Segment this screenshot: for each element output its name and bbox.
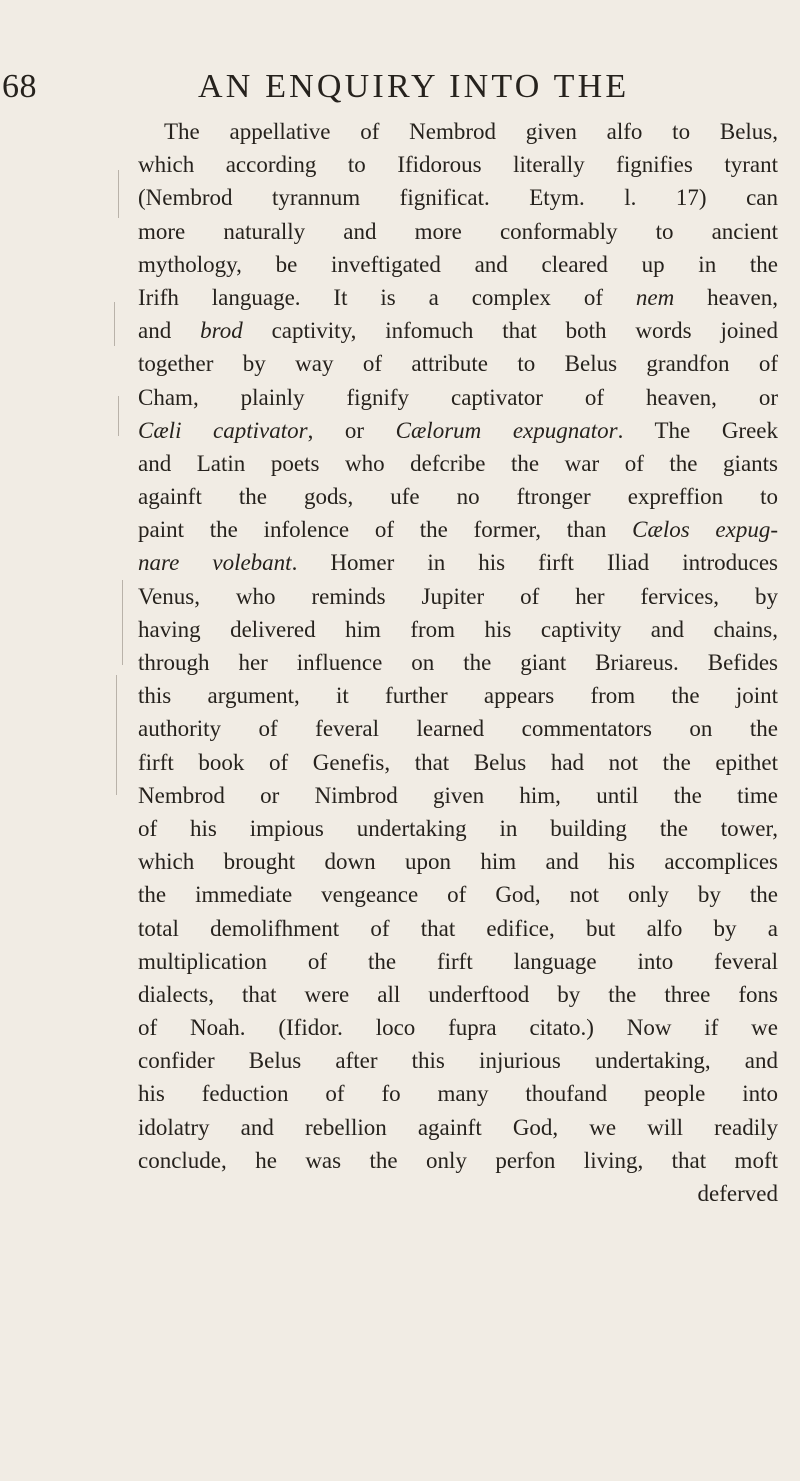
text-segment: heaven, bbox=[674, 284, 778, 310]
text-segment: together by way of attribute to Belus grandfon of bbox=[138, 351, 778, 377]
text-line bbox=[138, 646, 778, 679]
running-head: AN ENQUIRY INTO THE bbox=[198, 68, 630, 105]
text-line bbox=[138, 580, 778, 613]
text-line bbox=[138, 314, 778, 347]
text-segment: deferved bbox=[697, 1181, 778, 1206]
text-line bbox=[138, 1044, 778, 1077]
text-line bbox=[138, 945, 778, 978]
text-segment: of Noah. (Ifidor. loco fupra citato.) Now if we bbox=[138, 1015, 778, 1041]
margin-stroke bbox=[122, 580, 123, 665]
text-line bbox=[138, 248, 778, 281]
text-line bbox=[138, 1111, 778, 1144]
text-segment: paint the infolence of the former, than bbox=[138, 517, 633, 543]
text-segment: againft the gods, ufe no ftronger expreffion to bbox=[138, 484, 778, 510]
page-header bbox=[0, 58, 800, 118]
text-segment: . Homer in his firft Iliad introduces bbox=[291, 550, 779, 576]
text-line bbox=[138, 1011, 778, 1044]
italic-segment: nem bbox=[635, 284, 675, 310]
text-line bbox=[138, 812, 778, 845]
text-segment: Nembrod or Nimbrod given him, until the time bbox=[138, 782, 778, 808]
text-segment: the immediate vengeance of God, not only by the bbox=[138, 882, 778, 908]
text-line bbox=[138, 779, 778, 812]
text-line bbox=[138, 381, 778, 414]
text-segment: which according to Ifidorous literally fignifies tyrant bbox=[138, 152, 778, 178]
text-line bbox=[138, 181, 778, 214]
italic-segment: brod bbox=[200, 318, 243, 344]
text-segment: this argument, it further appears from the joint bbox=[138, 683, 778, 709]
text-segment: and Latin poets who defcribe the war of the giants bbox=[138, 450, 778, 476]
text-segment: The appellative of Nembrod given alfo to Belus, bbox=[164, 119, 778, 144]
text-segment: authority of feveral learned commentators on the bbox=[138, 716, 778, 742]
margin-marks bbox=[110, 170, 140, 810]
margin-stroke bbox=[118, 396, 119, 436]
text-segment: . The Greek bbox=[617, 417, 779, 443]
italic-segment: nare volebant bbox=[138, 550, 292, 576]
text-segment: having delivered him from his captivity and chains, bbox=[138, 616, 778, 642]
margin-stroke bbox=[116, 675, 117, 795]
text-line bbox=[138, 912, 778, 945]
text-line bbox=[138, 1177, 778, 1210]
italic-segment: Cæli captivator bbox=[138, 417, 308, 443]
text-line bbox=[138, 878, 778, 911]
text-segment: , or bbox=[307, 417, 396, 443]
italic-segment: Cælorum expugnator bbox=[395, 417, 618, 443]
text-line bbox=[138, 613, 778, 646]
text-segment: (Nembrod tyrannum fignificat. Etym. l. 17) can bbox=[138, 185, 778, 211]
text-line bbox=[138, 712, 778, 745]
text-segment: mythology, be inveftigated and cleared up in the bbox=[138, 251, 778, 277]
margin-stroke bbox=[118, 170, 119, 218]
text-segment: his feduction of fo many thoufand people into bbox=[138, 1081, 778, 1107]
text-segment: through her influence on the giant Briareus. Befides bbox=[138, 650, 778, 675]
text-segment: captivity, infomuch that both words joined bbox=[242, 318, 778, 344]
text-line bbox=[138, 679, 778, 712]
text-segment: confider Belus after this injurious undertaking, and bbox=[138, 1048, 778, 1074]
text-line bbox=[138, 978, 778, 1011]
margin-stroke bbox=[114, 302, 115, 346]
text-segment: Venus, who reminds Jupiter of her fervices, by bbox=[138, 583, 778, 609]
text-line bbox=[138, 414, 778, 447]
text-segment: firft book of Genefis, that Belus had not the epithet bbox=[138, 749, 778, 775]
text-segment: total demolifhment of that edifice, but alfo by a bbox=[138, 915, 778, 941]
text-segment: of his impious undertaking in building the tower, bbox=[138, 815, 778, 841]
text-line bbox=[138, 513, 778, 546]
text-line bbox=[138, 845, 778, 878]
text-segment: and bbox=[138, 318, 201, 344]
text-segment: idolatry and rebellion againft God, we will readily bbox=[138, 1114, 778, 1140]
text-line bbox=[138, 746, 778, 779]
text-line bbox=[138, 480, 778, 513]
text-line bbox=[138, 347, 778, 380]
text-line bbox=[138, 148, 778, 181]
italic-segment: Cælos expug- bbox=[632, 517, 778, 543]
text-segment: dialects, that were all underftood by the three fons bbox=[138, 981, 778, 1007]
text-segment: Cham, plainly fignify captivator of heaven, or bbox=[138, 384, 778, 410]
text-line bbox=[138, 1144, 778, 1177]
page-number: 68 bbox=[2, 68, 37, 105]
text-segment: more naturally and more conformably to ancient bbox=[138, 218, 778, 244]
text-line bbox=[138, 281, 778, 314]
text-line bbox=[138, 546, 778, 579]
text-line bbox=[138, 447, 778, 480]
text-segment: conclude, he was the only perfon living, that moft bbox=[138, 1147, 778, 1173]
body-text bbox=[138, 115, 778, 1210]
text-segment: which brought down upon him and his accomplices bbox=[138, 849, 778, 875]
text-segment: multiplication of the firft language into feveral bbox=[138, 948, 778, 974]
text-line bbox=[138, 115, 778, 148]
text-line bbox=[138, 1077, 778, 1110]
text-line bbox=[138, 215, 778, 248]
text-segment: Irifh language. It is a complex of bbox=[138, 284, 636, 310]
